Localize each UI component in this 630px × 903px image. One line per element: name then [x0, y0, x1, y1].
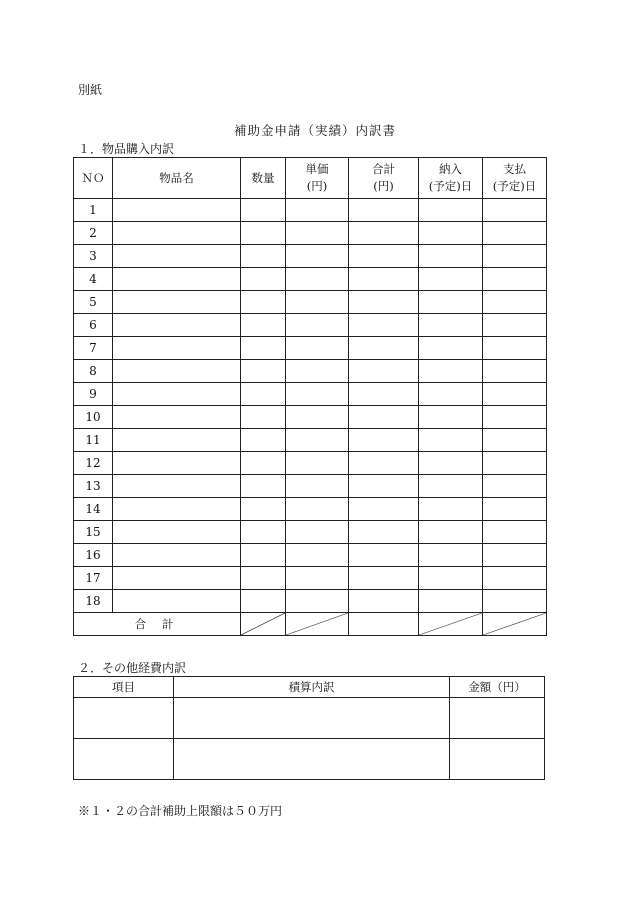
total-unit-price-cell	[286, 613, 349, 636]
purchase-cell	[241, 383, 286, 406]
row-number: 6	[74, 314, 113, 337]
purchase-cell	[241, 498, 286, 521]
purchase-row	[74, 406, 547, 429]
total-amount-cell	[349, 613, 419, 636]
purchase-cell	[286, 567, 349, 590]
purchase-cell	[419, 222, 483, 245]
purchase-cell	[286, 222, 349, 245]
purchase-cell	[286, 406, 349, 429]
purchase-cell	[419, 406, 483, 429]
purchase-cell	[349, 498, 419, 521]
purchase-row	[74, 222, 547, 245]
purchase-cell	[419, 452, 483, 475]
row-number: 4	[74, 268, 113, 291]
purchase-cell	[286, 245, 349, 268]
purchase-row	[74, 452, 547, 475]
purchase-cell	[113, 222, 241, 245]
expense-item-cell	[74, 739, 174, 780]
purchase-cell	[349, 452, 419, 475]
purchase-header-row	[74, 158, 547, 199]
purchase-cell	[419, 291, 483, 314]
header-payment-date: 支払 (予定)日	[483, 158, 547, 199]
purchase-cell	[286, 314, 349, 337]
purchase-cell	[286, 337, 349, 360]
purchase-cell	[483, 199, 547, 222]
purchase-cell	[113, 245, 241, 268]
purchase-cell	[113, 291, 241, 314]
total-delivery-cell	[419, 613, 483, 636]
purchase-cell	[419, 544, 483, 567]
purchase-cell	[483, 337, 547, 360]
purchase-cell	[419, 268, 483, 291]
expenses-header-row	[74, 677, 545, 698]
purchase-cell	[483, 245, 547, 268]
purchase-cell	[113, 314, 241, 337]
purchase-cell	[349, 314, 419, 337]
other-expenses-table	[73, 676, 545, 780]
purchase-row	[74, 268, 547, 291]
purchase-cell	[241, 475, 286, 498]
purchase-cell	[113, 590, 241, 613]
purchase-cell	[483, 498, 547, 521]
purchase-cell	[419, 567, 483, 590]
purchase-table	[73, 157, 547, 636]
purchase-cell	[349, 199, 419, 222]
row-number: 11	[74, 429, 113, 452]
purchase-cell	[241, 360, 286, 383]
purchase-cell	[286, 475, 349, 498]
row-number: 9	[74, 383, 113, 406]
purchase-cell	[241, 521, 286, 544]
purchase-cell	[419, 521, 483, 544]
purchase-row	[74, 291, 547, 314]
purchase-cell	[113, 521, 241, 544]
purchase-cell	[241, 406, 286, 429]
purchase-cell	[241, 567, 286, 590]
header-total: 合計 (円)	[349, 158, 419, 199]
purchase-row	[74, 245, 547, 268]
purchase-cell	[483, 452, 547, 475]
purchase-row	[74, 544, 547, 567]
purchase-row	[74, 383, 547, 406]
purchase-cell	[241, 544, 286, 567]
expense-amount-cell	[450, 698, 545, 739]
purchase-cell	[286, 199, 349, 222]
purchase-cell	[483, 222, 547, 245]
purchase-cell	[286, 452, 349, 475]
purchase-cell	[241, 222, 286, 245]
purchase-cell	[286, 268, 349, 291]
purchase-cell	[483, 406, 547, 429]
purchase-cell	[483, 429, 547, 452]
purchase-cell	[286, 544, 349, 567]
total-label: 合 計	[74, 613, 241, 636]
header-item-name: 物品名	[113, 158, 241, 199]
row-number: 12	[74, 452, 113, 475]
purchase-row	[74, 521, 547, 544]
purchase-cell	[419, 314, 483, 337]
purchase-cell	[113, 452, 241, 475]
purchase-cell	[241, 452, 286, 475]
purchase-cell	[286, 498, 349, 521]
purchase-row	[74, 360, 547, 383]
total-payment-cell	[483, 613, 547, 636]
attachment-label: 別紙	[78, 83, 103, 97]
purchase-cell	[286, 521, 349, 544]
purchase-cell	[241, 590, 286, 613]
total-qty-cell	[241, 613, 286, 636]
purchase-cell	[483, 291, 547, 314]
purchase-cell	[419, 429, 483, 452]
row-number: 8	[74, 360, 113, 383]
purchase-cell	[419, 383, 483, 406]
purchase-row	[74, 475, 547, 498]
purchase-cell	[286, 590, 349, 613]
header-delivery-date: 納入 (予定)日	[419, 158, 483, 199]
purchase-cell	[349, 383, 419, 406]
purchase-cell	[483, 314, 547, 337]
purchase-total-row	[74, 613, 547, 636]
purchase-row	[74, 429, 547, 452]
row-number: 10	[74, 406, 113, 429]
purchase-cell	[483, 268, 547, 291]
purchase-cell	[419, 475, 483, 498]
purchase-cell	[241, 245, 286, 268]
purchase-cell	[113, 337, 241, 360]
purchase-row	[74, 567, 547, 590]
expense-detail-cell	[174, 698, 450, 739]
footnote: ※１・２の合計補助上限額は５０万円	[78, 804, 283, 818]
purchase-cell	[483, 360, 547, 383]
purchase-cell	[349, 222, 419, 245]
purchase-cell	[241, 314, 286, 337]
expense-amount-cell	[450, 739, 545, 780]
row-number: 13	[74, 475, 113, 498]
purchase-cell	[419, 199, 483, 222]
purchase-cell	[113, 360, 241, 383]
purchase-cell	[483, 521, 547, 544]
purchase-row	[74, 498, 547, 521]
row-number: 5	[74, 291, 113, 314]
expense-item-cell	[74, 698, 174, 739]
row-number: 18	[74, 590, 113, 613]
purchase-cell	[349, 360, 419, 383]
purchase-cell	[113, 268, 241, 291]
row-number: 1	[74, 199, 113, 222]
purchase-cell	[349, 429, 419, 452]
purchase-row	[74, 199, 547, 222]
header-expense-item: 項目	[74, 677, 174, 698]
purchase-cell	[349, 337, 419, 360]
purchase-row	[74, 314, 547, 337]
purchase-cell	[113, 383, 241, 406]
purchase-cell	[113, 544, 241, 567]
expenses-row	[74, 739, 545, 780]
header-calculation-detail: 積算内訳	[174, 677, 450, 698]
purchase-cell	[483, 567, 547, 590]
purchase-cell	[286, 360, 349, 383]
header-quantity: 数量	[241, 158, 286, 199]
row-number: 14	[74, 498, 113, 521]
purchase-cell	[419, 498, 483, 521]
purchase-cell	[483, 383, 547, 406]
purchase-row	[74, 590, 547, 613]
header-unit-price: 単価 (円)	[286, 158, 349, 199]
purchase-cell	[419, 337, 483, 360]
purchase-cell	[483, 475, 547, 498]
expense-detail-cell	[174, 739, 450, 780]
row-number: 17	[74, 567, 113, 590]
purchase-cell	[241, 337, 286, 360]
purchase-cell	[349, 268, 419, 291]
section1-heading: １．物品購入内訳	[78, 142, 175, 156]
purchase-cell	[241, 429, 286, 452]
purchase-cell	[113, 567, 241, 590]
purchase-cell	[419, 360, 483, 383]
row-number: 15	[74, 521, 113, 544]
header-amount: 金額（円）	[450, 677, 545, 698]
header-no: ＮＯ	[74, 158, 113, 199]
purchase-cell	[113, 475, 241, 498]
row-number: 16	[74, 544, 113, 567]
purchase-cell	[286, 429, 349, 452]
purchase-cell	[349, 521, 419, 544]
section2-heading: ２．その他経費内訳	[78, 661, 187, 675]
purchase-cell	[349, 475, 419, 498]
purchase-cell	[113, 429, 241, 452]
purchase-cell	[113, 406, 241, 429]
purchase-cell	[349, 245, 419, 268]
purchase-cell	[483, 544, 547, 567]
document-title: 補助金申請（実績）内訳書	[233, 123, 396, 138]
row-number: 3	[74, 245, 113, 268]
purchase-cell	[349, 544, 419, 567]
purchase-cell	[419, 245, 483, 268]
expenses-row	[74, 698, 545, 739]
purchase-row	[74, 337, 547, 360]
purchase-cell	[349, 590, 419, 613]
purchase-cell	[349, 567, 419, 590]
purchase-cell	[483, 590, 547, 613]
purchase-cell	[241, 268, 286, 291]
row-number: 7	[74, 337, 113, 360]
purchase-cell	[349, 406, 419, 429]
purchase-cell	[286, 383, 349, 406]
purchase-cell	[349, 291, 419, 314]
purchase-cell	[419, 590, 483, 613]
purchase-cell	[286, 291, 349, 314]
purchase-cell	[113, 199, 241, 222]
row-number: 2	[74, 222, 113, 245]
purchase-cell	[241, 199, 286, 222]
purchase-cell	[241, 291, 286, 314]
purchase-cell	[113, 498, 241, 521]
